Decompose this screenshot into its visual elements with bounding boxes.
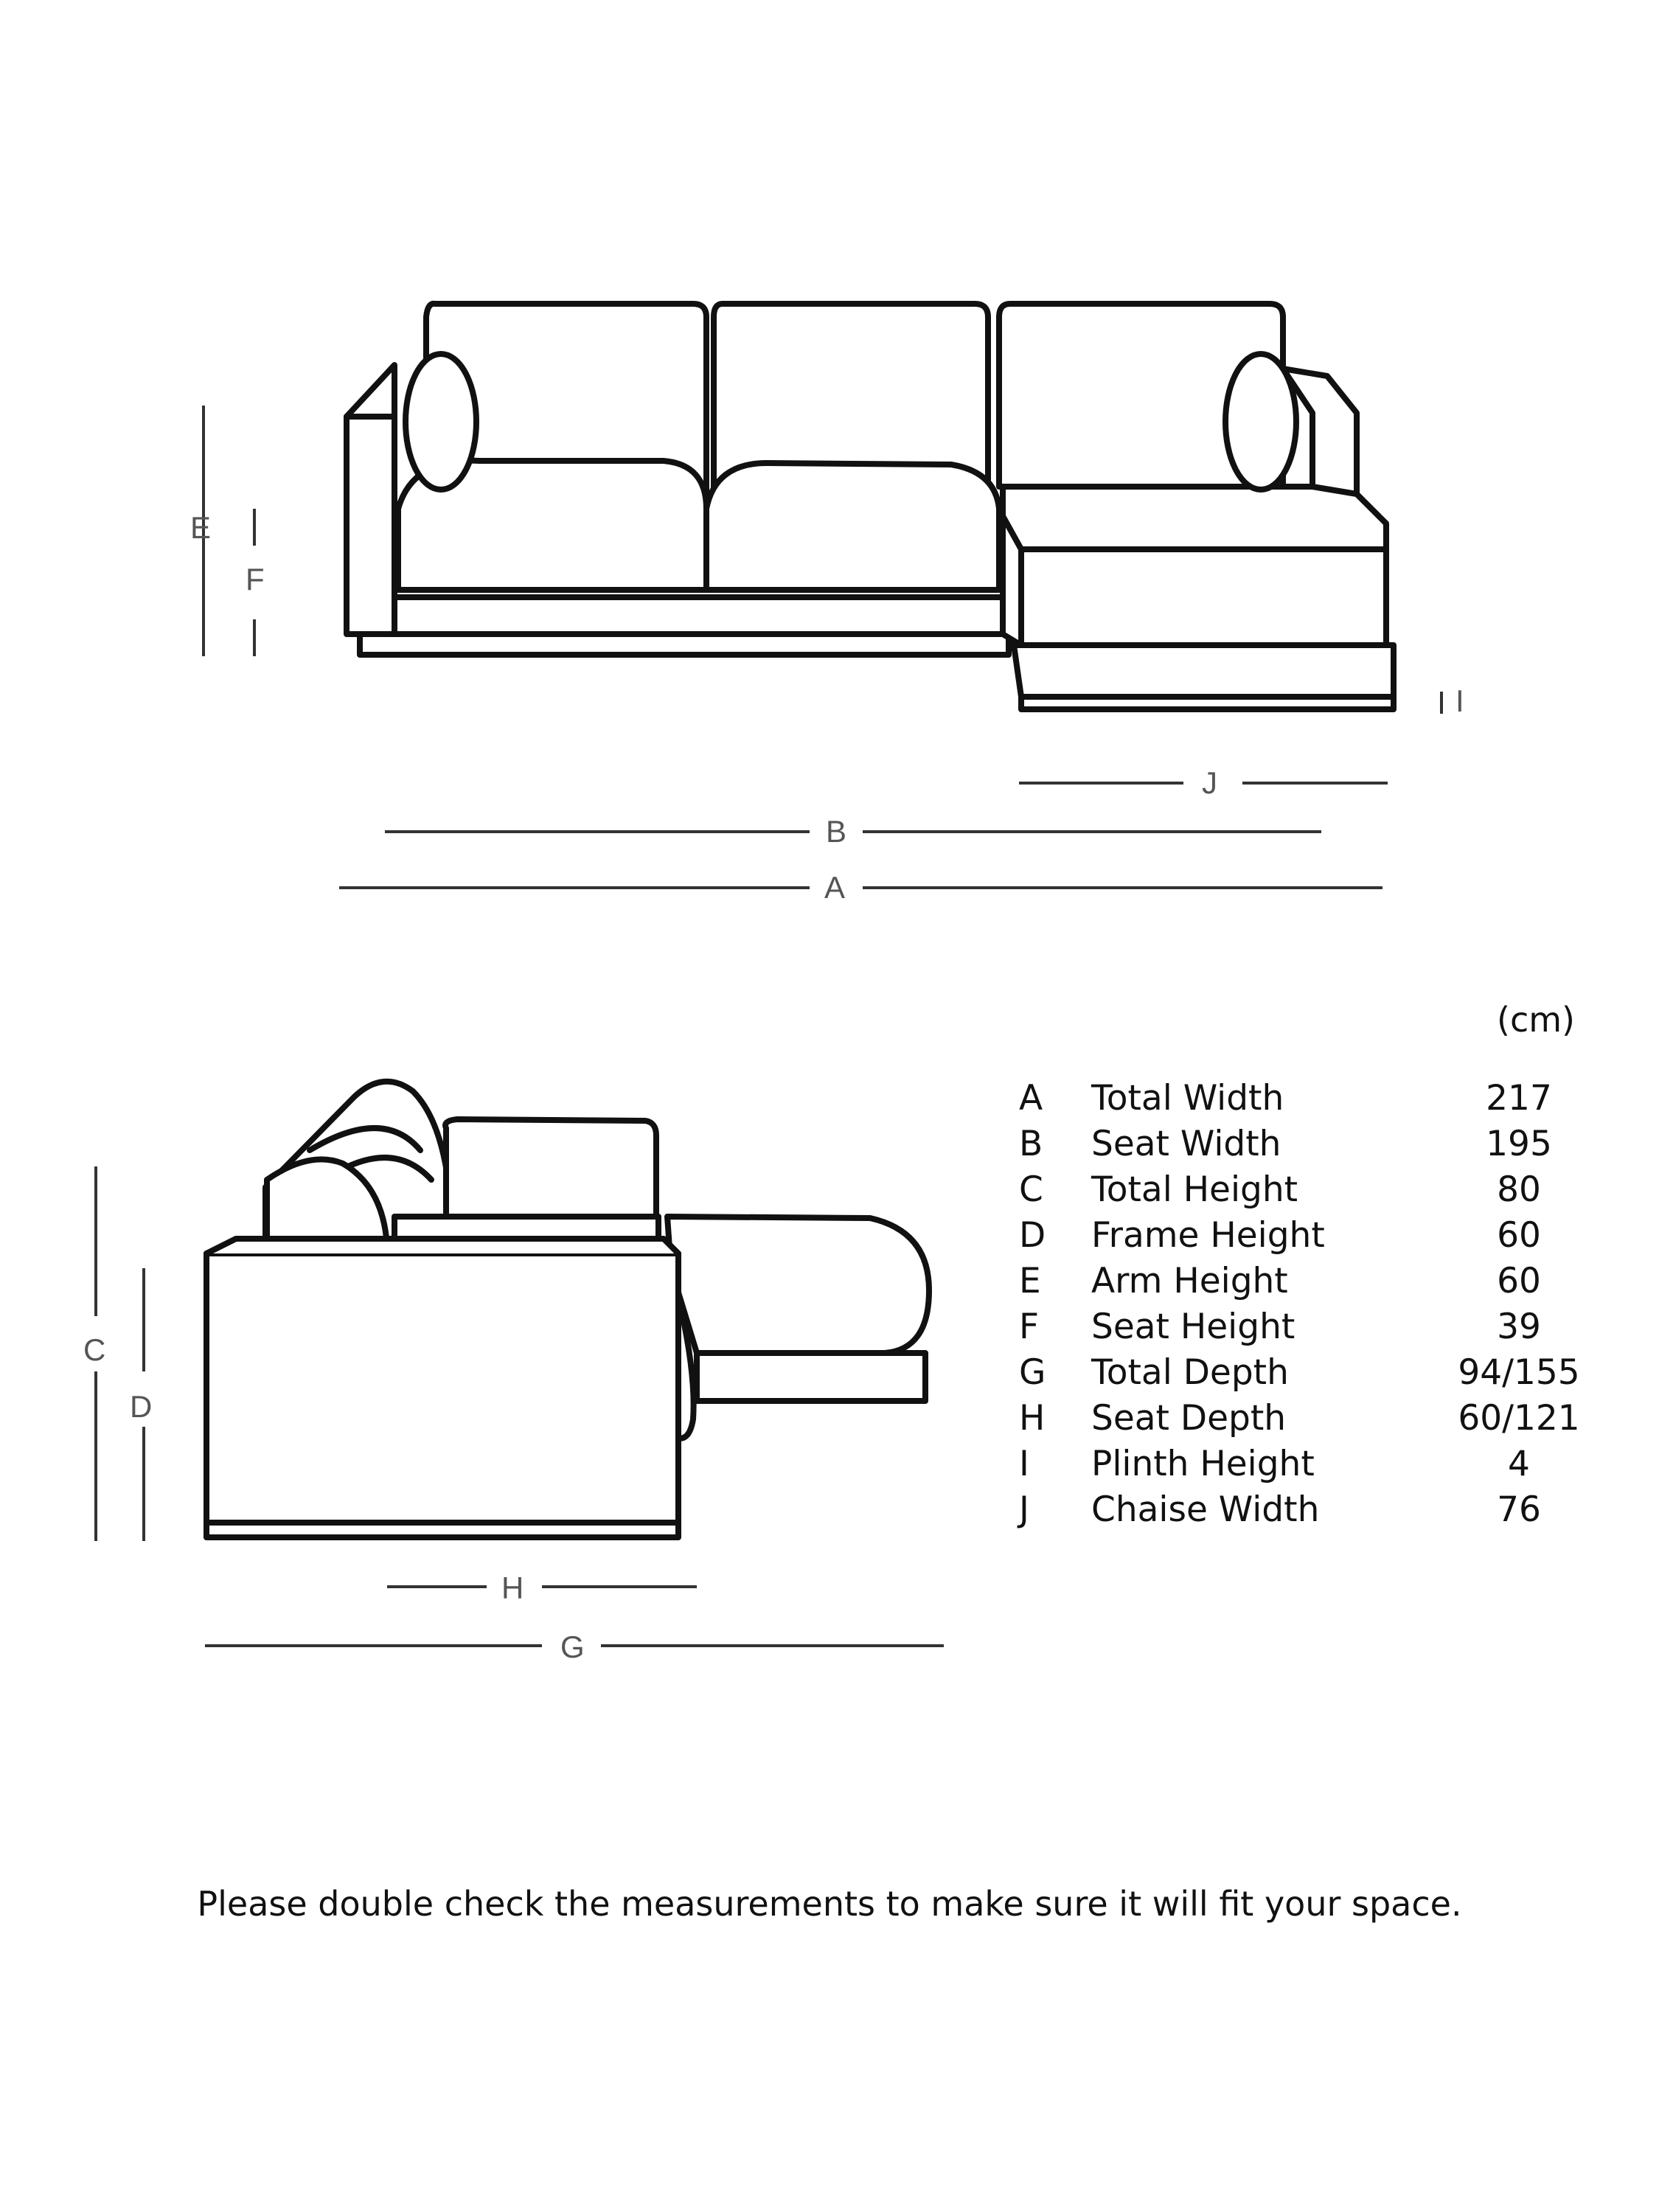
dim-label-b: B — [826, 814, 847, 849]
row-value: 195 — [1486, 1124, 1552, 1164]
table-row — [1010, 1489, 1622, 1535]
table-row — [1010, 1078, 1622, 1124]
table-row — [1010, 1124, 1622, 1169]
dim-label-d: D — [130, 1389, 153, 1424]
row-letter: E — [1019, 1261, 1041, 1301]
table-row — [1010, 1215, 1622, 1261]
row-value: 217 — [1486, 1078, 1552, 1119]
table-row — [1010, 1444, 1622, 1489]
row-letter: B — [1019, 1124, 1043, 1164]
table-row — [1010, 1352, 1622, 1398]
row-letter: D — [1019, 1215, 1046, 1256]
row-value: 60 — [1497, 1215, 1541, 1256]
row-name: Chaise Width — [1091, 1489, 1320, 1530]
row-name: Seat Depth — [1091, 1398, 1287, 1439]
row-name: Seat Height — [1091, 1307, 1295, 1347]
dim-label-g: G — [560, 1630, 585, 1664]
side-chaise-base — [697, 1353, 925, 1401]
side-seat-back — [445, 1119, 656, 1224]
dim-label-i: I — [1455, 684, 1464, 718]
side-plinth — [206, 1523, 678, 1537]
row-letter: A — [1019, 1078, 1043, 1119]
row-letter: F — [1019, 1307, 1040, 1347]
side-chaise — [667, 1217, 929, 1353]
row-letter: H — [1019, 1398, 1046, 1439]
row-value: 80 — [1497, 1169, 1541, 1210]
table-row — [1010, 1398, 1622, 1444]
dim-label-e: E — [190, 510, 212, 545]
row-name: Seat Width — [1091, 1124, 1281, 1164]
table-row — [1010, 1307, 1622, 1352]
table-row — [1010, 1169, 1622, 1215]
row-name: Total Width — [1091, 1078, 1284, 1119]
dim-label-h: H — [501, 1571, 524, 1605]
dim-label-f: F — [246, 562, 265, 597]
row-value: 60/121 — [1458, 1398, 1580, 1439]
row-value: 4 — [1508, 1444, 1530, 1484]
row-name: Total Depth — [1091, 1352, 1289, 1393]
row-letter: G — [1019, 1352, 1046, 1393]
row-value: 76 — [1497, 1489, 1541, 1530]
row-value: 94/155 — [1458, 1352, 1580, 1393]
row-letter: J — [1019, 1489, 1029, 1530]
row-value: 60 — [1497, 1261, 1541, 1301]
dim-label-j: J — [1202, 765, 1217, 800]
side-frame — [206, 1253, 678, 1523]
dim-label-c: C — [83, 1332, 106, 1367]
table-row — [1010, 1261, 1622, 1307]
row-value: 39 — [1497, 1307, 1541, 1347]
measurement-note: Please double check the measurements to make sure it will fit your space. — [197, 1884, 1462, 1924]
row-name: Total Height — [1091, 1169, 1298, 1210]
dim-label-a: A — [824, 870, 846, 905]
row-name: Frame Height — [1091, 1215, 1325, 1256]
row-name: Plinth Height — [1091, 1444, 1315, 1484]
row-letter: I — [1019, 1444, 1029, 1484]
unit-label: (cm) — [1497, 1000, 1575, 1040]
row-letter: C — [1019, 1169, 1043, 1210]
row-name: Arm Height — [1091, 1261, 1288, 1301]
